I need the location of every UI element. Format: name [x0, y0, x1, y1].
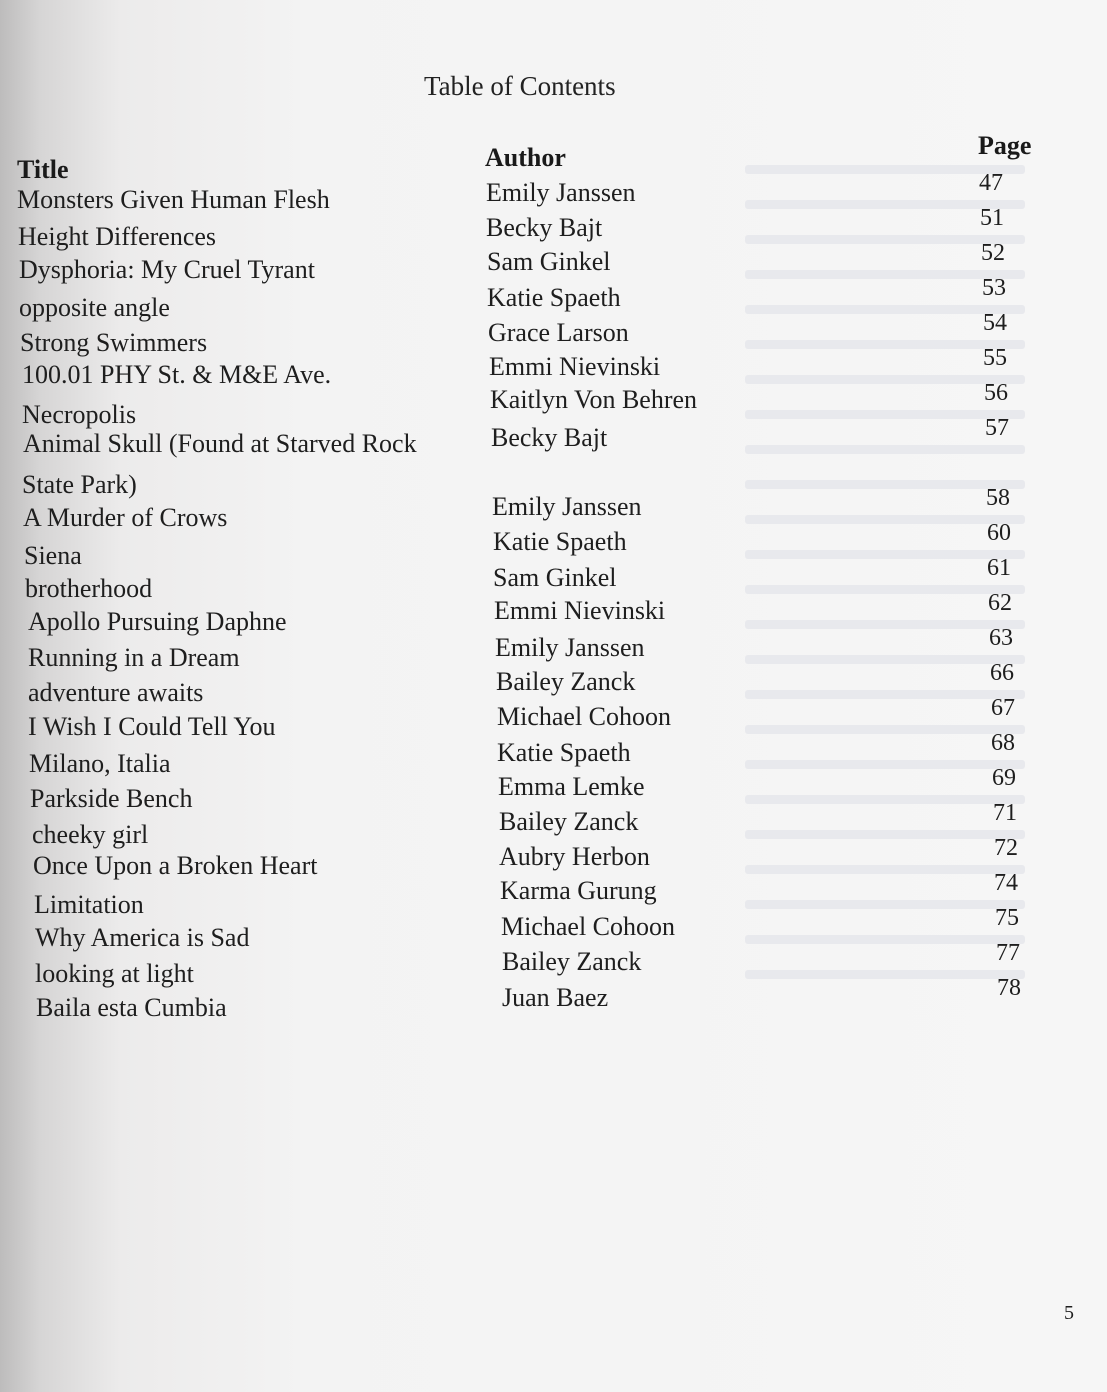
toc-author: Becky Bajt	[486, 213, 603, 242]
toc-title: Milano, Italia	[29, 749, 171, 778]
toc-title: I Wish I Could Tell You	[28, 712, 276, 741]
toc-page-number: 62	[988, 590, 1012, 616]
toc-title: Parkside Bench	[30, 784, 193, 813]
toc-title: Animal Skull (Found at Starved Rock	[23, 429, 417, 458]
toc-page-number: 52	[981, 240, 1005, 266]
toc-page-number: 53	[982, 275, 1006, 301]
toc-title: Siena	[24, 541, 82, 570]
toc-author: Juan Baez	[502, 983, 609, 1012]
toc-author: Kaitlyn Von Behren	[490, 385, 698, 414]
toc-page-number: 47	[979, 170, 1003, 196]
toc-author: Karma Gurung	[500, 876, 657, 905]
toc-page-number: 71	[993, 800, 1017, 826]
toc-author: Bailey Zanck	[502, 947, 642, 976]
toc-page-number: 66	[990, 660, 1014, 686]
toc-author: Emily Janssen	[492, 492, 642, 521]
toc-page-number: 72	[994, 835, 1018, 861]
toc-page-number: 58	[986, 485, 1010, 511]
toc-page-number: 51	[980, 205, 1004, 231]
toc-author: Katie Spaeth	[497, 738, 631, 767]
toc-title: Dysphoria: My Cruel Tyrant	[19, 255, 315, 284]
bleed-through-lines	[745, 165, 1025, 1085]
toc-author: Becky Bajt	[491, 423, 608, 452]
toc-author: Emmi Nievinski	[489, 352, 661, 381]
toc-title: looking at light	[35, 959, 194, 988]
toc-page-number: 74	[994, 870, 1018, 896]
toc-title: Necropolis	[22, 400, 137, 429]
toc-title: opposite angle	[19, 293, 170, 322]
toc-page-number: 69	[992, 765, 1016, 791]
toc-title: Monsters Given Human Flesh	[17, 185, 330, 214]
toc-author: Bailey Zanck	[499, 807, 639, 836]
toc-author: Katie Spaeth	[487, 283, 621, 312]
toc-title: cheeky girl	[32, 820, 149, 849]
toc-page-number: 63	[989, 625, 1013, 651]
toc-page-number: 78	[997, 975, 1021, 1001]
toc-page-number: 77	[996, 940, 1020, 966]
toc-title: adventure awaits	[28, 678, 204, 707]
toc-author: Sam Ginkel	[487, 247, 611, 276]
toc-title: Height Differences	[18, 222, 217, 251]
toc-page-number: 61	[987, 555, 1011, 581]
page-title: Table of Contents	[424, 71, 616, 101]
toc-title: Strong Swimmers	[20, 328, 208, 357]
toc-page-number: 55	[983, 345, 1007, 371]
toc-title: Apollo Pursuing Daphne	[28, 607, 287, 636]
toc-page-number: 60	[987, 520, 1011, 546]
page-column-header: Page	[978, 131, 1032, 160]
toc-page-number: 57	[985, 415, 1009, 441]
toc-title: State Park)	[22, 470, 137, 499]
title-column-header: Title	[17, 155, 69, 184]
toc-title: Once Upon a Broken Heart	[33, 851, 318, 880]
toc-author: Bailey Zanck	[496, 667, 636, 696]
page-folio-number: 5	[1064, 1302, 1074, 1324]
toc-author: Emily Janssen	[486, 178, 636, 207]
toc-author: Michael Cohoon	[497, 702, 672, 731]
toc-title: Limitation	[34, 890, 144, 919]
toc-author: Emma Lemke	[498, 772, 645, 801]
toc-author: Katie Spaeth	[493, 527, 627, 556]
toc-title: Running in a Dream	[28, 643, 240, 672]
toc-title: 100.01 PHY St. & M&E Ave.	[22, 360, 332, 389]
toc-author: Aubry Herbon	[499, 842, 650, 871]
toc-author: Sam Ginkel	[493, 563, 617, 592]
toc-page-number: 56	[984, 380, 1008, 406]
toc-page-number: 54	[983, 310, 1007, 336]
toc-page-number: 68	[991, 730, 1015, 756]
toc-author: Grace Larson	[488, 318, 629, 347]
toc-title: brotherhood	[25, 574, 153, 603]
toc-author: Michael Cohoon	[501, 912, 676, 941]
toc-title: A Murder of Crows	[23, 503, 228, 532]
toc-author: Emily Janssen	[495, 633, 645, 662]
toc-title: Why America is Sad	[35, 923, 250, 952]
toc-author: Emmi Nievinski	[494, 596, 666, 625]
author-column-header: Author	[485, 143, 566, 172]
toc-page-number: 67	[991, 695, 1015, 721]
toc-page-number: 75	[995, 905, 1019, 931]
toc-title: Baila esta Cumbia	[36, 993, 227, 1022]
